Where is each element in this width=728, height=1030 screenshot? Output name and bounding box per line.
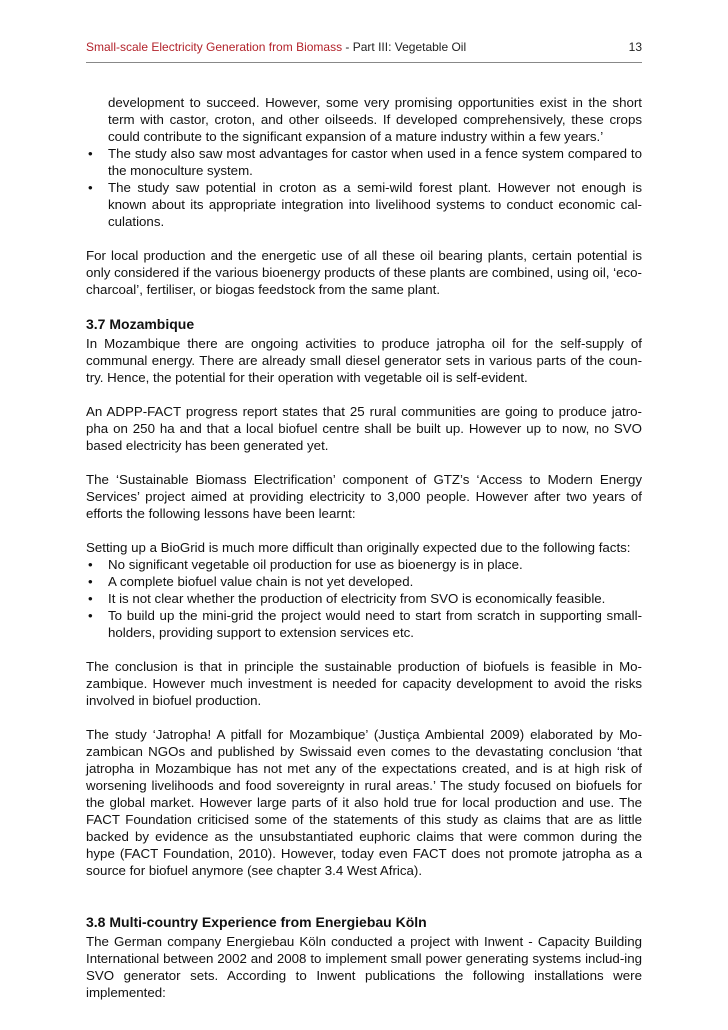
header-divider	[86, 62, 642, 63]
list-item	[86, 556, 642, 573]
paragraph: The German company Energiebau Köln conducted a project with Inwent - Capacity Building International between 2002 and 2008 to implement small power generating systems includ-ing SVO generator sets. According to Inwent publications the following installations were implemented:	[86, 934, 642, 1000]
list-item-text: To build up the mini-grid the project would need to start from scratch in supporting small-holders, providing support to extension services etc.	[108, 608, 642, 640]
intro-bullet-list	[86, 145, 642, 230]
continued-bullet-text: development to succeed. However, some very promising opportunities exist in the short term with castor, croton, and other oilseeds. If developed comprehensively, these crops could contribute to the significant expansion of a mature industry within a few years.’	[108, 95, 642, 144]
paragraph: The study ‘Jatropha! A pitfall for Mozambique’ (Justiça Ambiental 2009) elaborated by Mo-zambican NGOs and published by Swissaid even comes to the devastating conclusion ‘that jatropha in Mozambique has not met any of the expectations created, and is at high risk of worsening livelihoods and food sovereignty in rural areas.’ The study focused on biofuels for the global market. However large parts of it also hold true for local production and use. The FACT Foundation criticised some of the statements of this study as claims that are as little backed by evidence as the unsubstantiated euphoric claims that were common during the hype (FACT Foundation, 2010). However, today even FACT does not promote jatropha as a source for biofuel anymore (see chapter 3.4 West Africa).	[86, 727, 642, 878]
section-heading: 3.8 Multi-country Experience from Energiebau Köln	[86, 914, 427, 930]
paragraph: The conclusion is that in principle the sustainable production of biofuels is feasible in Mo-zambique. However much investment is needed for capacity development to avoid the risks involved in biofuel production.	[86, 659, 642, 708]
paragraph: For local production and the energetic use of all these oil bearing plants, certain potential is only considered if the various bioenergy products of these plants are combined, using oil, ‘eco-charcoal’, fertiliser, or biogas feedstock from the same plant.	[86, 248, 642, 297]
list-item	[86, 573, 642, 590]
bullet-icon: •	[88, 574, 93, 589]
facts-bullet-list	[86, 556, 642, 641]
list-item-text: No significant vegetable oil production for use as bioenergy is in place.	[108, 557, 523, 572]
page-header	[86, 40, 642, 58]
paragraph: In Mozambique there are ongoing activities to produce jatropha oil for the self-supply of communal energy. There are already small diesel generator sets in various parts of the coun-try. Hence, the potential for their operation with vegetable oil is self-evident.	[86, 336, 642, 385]
paragraph: The ‘Sustainable Biomass Electrification’ component of GTZ’s ‘Access to Modern Energy Services’ project aimed at providing electricity to 3,000 people. However after two years of efforts the following lessons have been learnt:	[86, 472, 642, 521]
list-item-text: It is not clear whether the production of electricity from SVO is economically feasible.	[108, 591, 606, 606]
bullet-icon: •	[88, 146, 93, 161]
list-item	[86, 145, 642, 179]
list-item-text: The study saw potential in croton as a semi-wild forest plant. However not enough is known about its appropriate integration into livelihood systems to conduct economic cal-culations.	[108, 180, 642, 229]
list-item-text: The study also saw most advantages for castor when used in a fence system compared to the monoculture system.	[108, 146, 642, 178]
section-heading: 3.7 Mozambique	[86, 316, 195, 332]
list-item	[86, 590, 642, 607]
page-number: 13	[628, 40, 642, 54]
paragraph: Setting up a BioGrid is much more difficult than originally expected due to the following facts:	[86, 540, 631, 555]
bullet-icon: •	[88, 557, 93, 572]
page-content	[86, 94, 642, 1018]
list-item	[86, 179, 642, 230]
bullet-icon: •	[88, 180, 93, 195]
header-subtitle: - Part III: Vegetable Oil	[342, 40, 467, 54]
bullet-icon: •	[88, 591, 93, 606]
section-spacer	[86, 896, 642, 913]
list-item	[86, 607, 642, 641]
header-title: Small-scale Electricity Generation from Biomass	[86, 40, 343, 54]
list-item-text: A complete biofuel value chain is not yet developed.	[108, 574, 414, 589]
paragraph: An ADPP-FACT progress report states that 25 rural communities are going to produce jatro-pha on 250 ha and that a local biofuel centre shall be built up. However up to now, no SVO based electricity has been generated yet.	[86, 404, 642, 453]
bullet-icon: •	[88, 608, 93, 623]
